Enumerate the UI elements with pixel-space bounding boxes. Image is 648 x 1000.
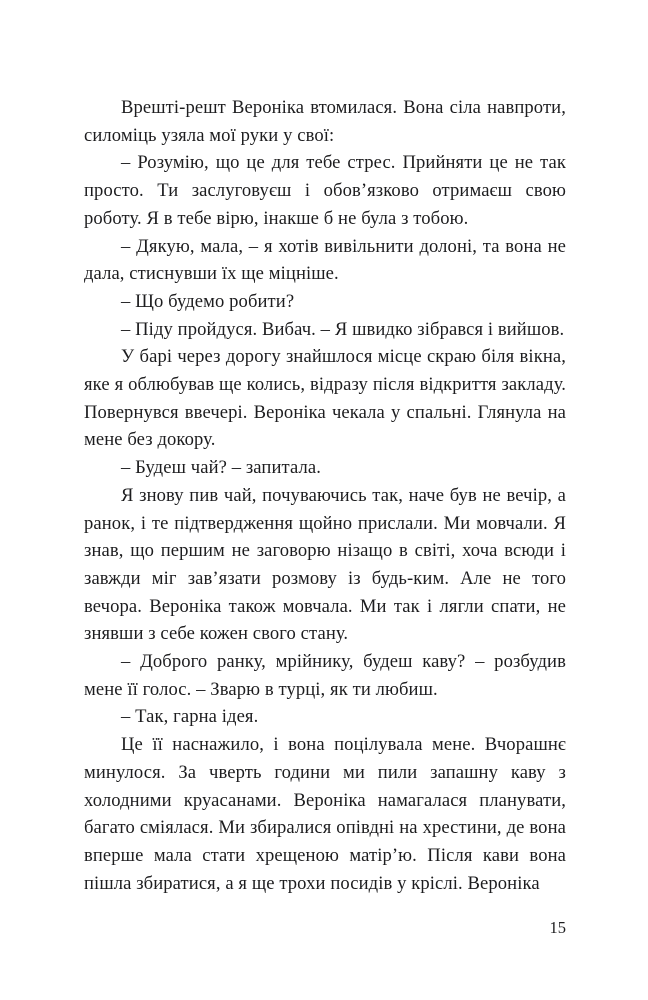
page-number: 15 xyxy=(549,918,566,937)
paragraph: – Дякую, мала, – я хотів вивільнити долоні, та вона не дала, стиснувши їх ще міцніше. xyxy=(84,235,566,285)
paragraph: Я знову пив чай, почуваючись так, наче був не вечір, а ранок, і те підтвердження щойно прислали. Ми мовчали. Я знав, що першим не заговорю нізащо в світі, хоча всюди і завжди міг зав’язати розмову із будь-ким. Але не того вечора. Вероніка також мовчала. Ми так і лягли спати, не знявши з себе кожен свого стану. xyxy=(84,484,566,645)
paragraph: – Що будемо робити? xyxy=(121,290,295,312)
paragraph: – Так, гарна ідея. xyxy=(121,706,259,728)
paragraph: Врешті-решт Вероніка втомилася. Вона сіла навпроти, силоміць узяла мої руки у свої: xyxy=(84,97,566,146)
paragraph: – Доброго ранку, мрійнику, будеш каву? – розбудив мене її голос. – Зварю в турці, як ти любиш. xyxy=(84,651,566,700)
paragraph: У барі через дорогу знайшлося місце скраю біля вікна, яке я облюбував ще колись, відразу після відкриття закладу. Повернувся ввечері. Вероніка чекала у спальні. Глянула на мене без докору. xyxy=(84,346,566,451)
paragraph: – Будеш чай? – запитала. xyxy=(121,457,321,479)
paragraph: – Піду пройдуся. Вибач. – Я швидко зібрався і вийшов. xyxy=(121,318,565,340)
paragraph: – Розумію, що це для тебе стрес. Прийняти це не так просто. Ти заслуговуєш і обов’язково отримаєш свою роботу. Я в тебе вірю, інакше б не була з тобою. xyxy=(84,152,566,229)
page-text xyxy=(84,94,566,897)
paragraph: Це її наснажило, і вона поцілувала мене. Вчорашнє минулося. За чверть години ми пили запашну каву з холодними круасанами. Вероніка намагалася планувати, багато сміялася. Ми збиралися опівдні на хрестини, де вона вперше мала стати хрещеною матір’ю. Після кави вона пішла збиратися, а я ще трохи посидів у кріслі. Вероніка xyxy=(84,734,566,894)
